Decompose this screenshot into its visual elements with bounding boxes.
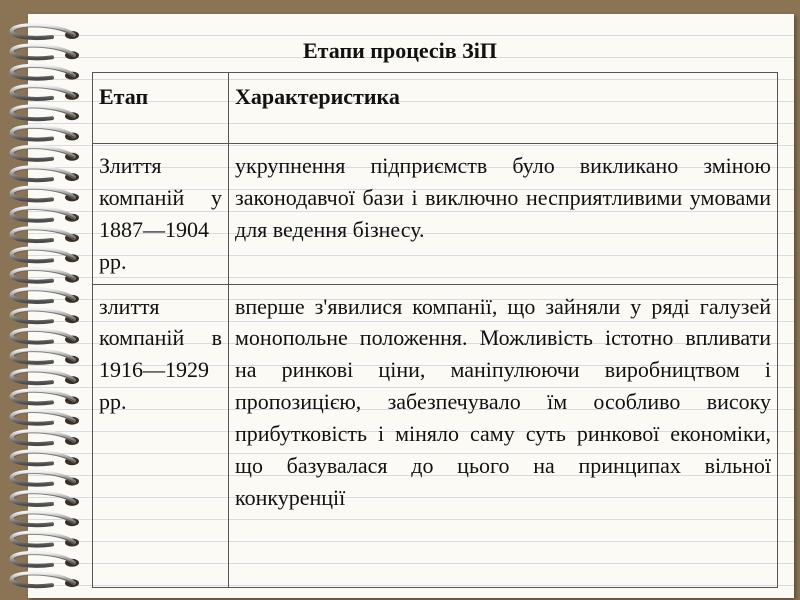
spiral-ring (12, 512, 79, 526)
spiral-ring (12, 289, 79, 303)
description-cell: вперше з'явилися компанії, що зайняли у ряді галузей монопольне положення. Можливість істотно впливати на ринкові ціни, маніпулюючи виробництвом і пропозицією, забезпечувало їм особливо високу прибутковість і міняло саму суть ринкової економіки, що базувалася до цього на принципах вільної конкуренції (229, 284, 778, 587)
spiral-ring (12, 431, 79, 445)
spiral-ring (12, 269, 79, 283)
stages-table (92, 72, 778, 588)
spiral-binding (0, 0, 90, 600)
spiral-ring (12, 309, 79, 323)
spiral-ring (12, 147, 79, 161)
page-title: Етапи процесів ЗіП (302, 38, 498, 63)
description-cell: укрупнення підприємств було викликано зміною законодавчої бази і виключно несприятливими умовами для ведення бізнесу. (229, 144, 778, 285)
spiral-ring (12, 106, 79, 120)
spiral-ring (12, 411, 79, 425)
header-stage: Етап (93, 73, 229, 144)
spiral-ring (12, 228, 79, 242)
spiral-ring (12, 86, 79, 100)
spiral-ring (12, 330, 79, 344)
spiral-ring (12, 391, 79, 405)
stage-cell: злиття компаній в 1916—1929 рр. (93, 284, 229, 587)
spiral-ring (12, 573, 79, 587)
spiral-ring (12, 350, 79, 364)
spiral-ring (12, 370, 79, 384)
spiral-ring (12, 492, 79, 506)
spiral-ring (12, 66, 79, 80)
table-header-row (93, 73, 778, 144)
spiral-ring (12, 208, 79, 222)
stage-cell: Злиття компаній у 1887—1904 рр. (93, 144, 229, 285)
table-row (93, 144, 778, 285)
spiral-ring (12, 553, 79, 567)
spiral-ring (12, 533, 79, 547)
spiral-ring (12, 188, 79, 202)
spiral-ring (12, 167, 79, 181)
table-row (93, 284, 778, 587)
spiral-ring (12, 248, 79, 262)
spiral-ring (12, 25, 79, 39)
spiral-ring (12, 472, 79, 486)
header-characteristic: Характеристика (229, 73, 778, 144)
spiral-ring (12, 451, 79, 465)
spiral-ring (12, 127, 79, 141)
